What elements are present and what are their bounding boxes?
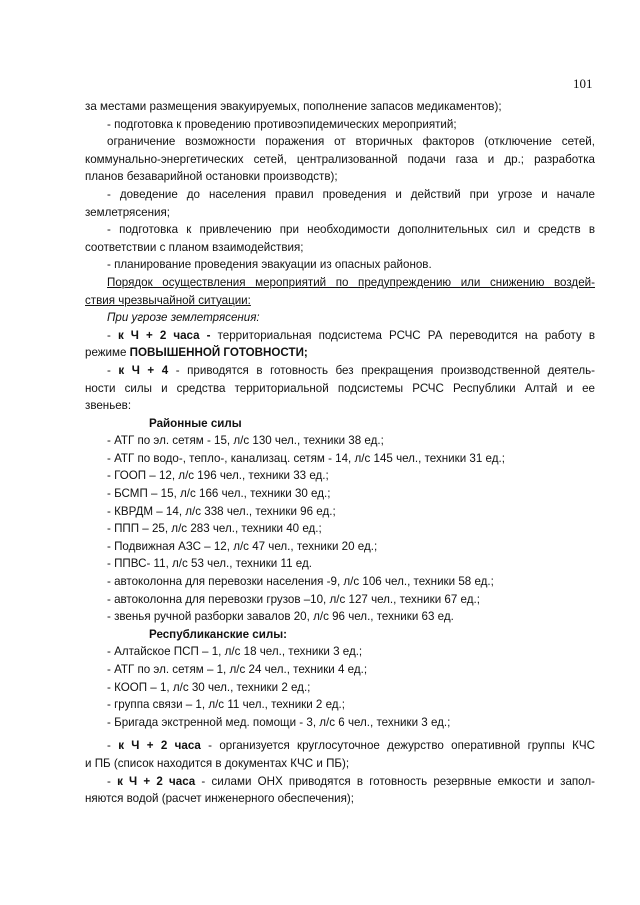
h2-line-2 [85, 344, 595, 362]
list-item: - КВРДМ – 14, л/с 338 чел., техники 96 ед.; [107, 504, 336, 518]
section-heading-line-2: ствия чрезвычайной ситуации: [85, 293, 251, 307]
district-forces-heading: Районные силы [149, 416, 242, 430]
list-item: - звенья ручной разборки завалов 20, л/с 96 чел., техники 63 ед. [107, 610, 454, 624]
text-line: и ПБ (список находится в документах КЧС и ПБ); [85, 756, 350, 770]
list-item: - АТГ по эл. сетям - 15, л/с 130 чел., техники 38 ед.; [107, 434, 384, 448]
list-item: - автоколонна для перевозки населения -9, л/с 106 чел., техники 58 ед.; [107, 575, 494, 589]
text-line: планов безаварийной остановки производств); [85, 170, 338, 184]
list-item: - Подвижная АЗС – 12, л/с 47 чел., техники 20 ед.; [107, 539, 378, 553]
text-line: соответствии с планом взаимодействия; [85, 240, 304, 254]
page-number: 101 [573, 76, 593, 91]
d2-text: - силами ОНХ приводятся в готовность резервные емкости и запол- [195, 774, 595, 788]
h2-line [85, 327, 595, 345]
list-item: - ППП – 25, л/с 283 чел., техники 40 ед.; [107, 522, 322, 536]
section-heading-line-1: Порядок осуществления мероприятий по предупреждению или снижению воздей- [107, 275, 595, 289]
h2-mode: ПОВЫШЕННОЙ ГОТОВНОСТИ; [129, 346, 308, 360]
list-item: - подготовка к привлечению при необходимости дополнительных сил и средств в [107, 223, 595, 237]
section-heading-cont [85, 292, 595, 310]
list-item: - ГООП – 12, л/с 196 чел., техники 33 ед.; [107, 469, 329, 483]
republic-forces-heading: Республиканские силы: [149, 627, 288, 641]
text-line: коммунально-энергетических сетей, централизованной подачи газа и др.; разработка [85, 152, 595, 166]
d2-time: к Ч + 2 часа [117, 774, 196, 788]
h2-prefix: - [107, 328, 118, 342]
h4-line [85, 362, 595, 380]
d1-prefix: - [107, 739, 119, 753]
d2-line [85, 773, 595, 791]
list-item: - ППВС- 11, л/с 53 чел., техники 11 ед. [107, 557, 312, 571]
list-item: - доведение до населения правил проведения и действий при угрозе и начале [107, 187, 595, 201]
text-line: ности силы и средства территориальной подсистемы РСЧС Республики Алтай и ее [85, 381, 595, 395]
h2-mode-text: режиме [85, 346, 130, 360]
text-line: ограничение возможности поражения от вторичных факторов (отключение сетей, [107, 135, 595, 149]
d2-prefix: - [107, 774, 118, 788]
h4-time: к Ч + 4 [118, 363, 169, 377]
d1-text: - организуется круглосуточное дежурство оперативной группы КЧС [200, 739, 595, 753]
h2-time: к Ч + 2 часа - [117, 328, 211, 342]
text-line: землетрясения; [85, 205, 170, 219]
list-item: - автоколонна для перевозки грузов –10, л/с 127 чел., техники 67 ед.; [107, 592, 480, 606]
h4-text: - приводятся в готовность без прекращения производственной деятель- [168, 363, 595, 377]
list-item: - планирование проведения эвакуации из опасных районов. [107, 258, 432, 272]
text-line: звеньев: [85, 399, 132, 413]
threat-subheading: При угрозе землетрясения: [107, 311, 260, 325]
list-item: - АТГ по водо-, тепло-, канализац. сетям - 14, л/с 145 чел., техники 31 ед.; [107, 451, 505, 465]
page-content [85, 98, 595, 808]
list-item: - подготовка к проведению противоэпидемических мероприятий; [107, 117, 457, 131]
d1-line [85, 737, 595, 755]
list-item: - группа связи – 1, л/с 11 чел., техники 2 ед.; [107, 698, 346, 712]
h2-text: территориальная подсистема РСЧС РА переводится на работу в [210, 328, 596, 342]
h4-prefix: - [107, 363, 119, 377]
d1-time: к Ч + 2 часа [118, 739, 201, 753]
list-item: - КООП – 1, л/с 30 чел., техники 2 ед.; [107, 680, 311, 694]
section-heading [85, 274, 595, 292]
text-line: няются водой (расчет инженерного обеспечения); [85, 792, 354, 806]
list-item: - БСМП – 15, л/с 166 чел., техники 30 ед.; [107, 487, 331, 501]
text-line: за местами размещения эвакуируемых, пополнение запасов медикаментов); [85, 100, 502, 113]
list-item: - Бригада экстренной мед. помощи - 3, л/с 6 чел., техники 3 ед.; [107, 715, 451, 729]
list-item: - Алтайское ПСП – 1, л/с 18 чел., техники 3 ед.; [107, 645, 363, 659]
list-item: - АТГ по эл. сетям – 1, л/с 24 чел., техники 4 ед.; [107, 663, 368, 676]
